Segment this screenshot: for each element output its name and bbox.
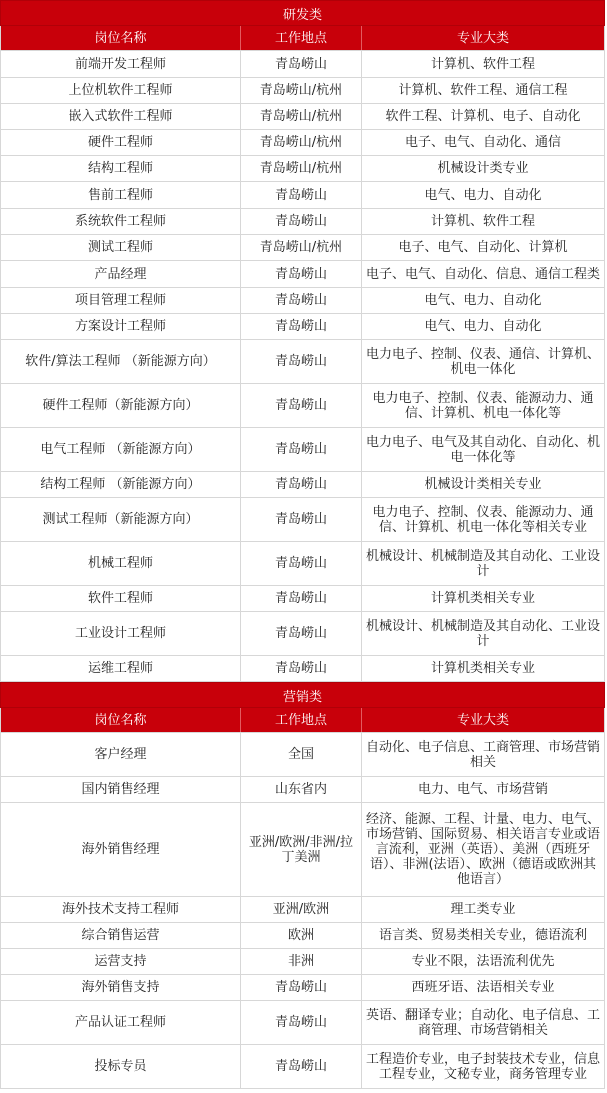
table-row [0,51,605,78]
position-cell: 电气工程师 （新能源方向） [1,428,241,471]
position-cell: 测试工程师（新能源方向） [1,498,241,541]
table-row [0,261,605,288]
major-cell: 西班牙语、法语相关专业 [411,980,555,995]
table-row [0,314,605,340]
location-cell: 青岛崂山 [241,261,362,287]
major-cell: 机械设计类相关专业 [424,477,542,492]
major-cell: 电气、电力、自动化 [424,293,542,308]
table-row [0,897,605,923]
header-location: 工作地点 [241,708,362,732]
major-cell: 电力电子、电气及其自动化、自动化、机电一体化等 [365,434,600,465]
major-cell: 电力电子、控制、仪表、通信、计算机、机电一体化 [365,346,600,377]
location-cell: 青岛崂山/杭州 [241,78,362,103]
major-cell: 机械设计、机械制造及其自动化、工业设计 [365,618,600,649]
major-cell: 计算机、软件工程、通信工程 [398,83,568,98]
position-cell: 运营支持 [1,949,241,974]
position-cell: 方案设计工程师 [1,314,241,339]
major-cell: 计算机、软件工程 [430,214,535,229]
table-row [0,384,605,428]
header-position: 岗位名称 [1,26,241,50]
table-row [0,542,605,586]
location-cell: 青岛崂山 [241,1001,362,1044]
position-cell: 产品认证工程师 [1,1001,241,1044]
table-row [0,733,605,777]
location-cell: 青岛崂山 [241,428,362,471]
major-cell: 理工类专业 [450,902,516,917]
position-cell: 海外技术支持工程师 [1,897,241,922]
position-cell: 工业设计工程师 [1,612,241,655]
location-cell: 青岛崂山 [241,384,362,427]
position-cell: 硬件工程师 [1,130,241,155]
major-cell: 电子、电气、自动化、通信 [404,135,561,150]
location-cell: 欧洲 [241,923,362,948]
table-row [0,182,605,209]
major-cell: 电力、电气、市场营销 [417,782,548,797]
position-cell: 海外销售经理 [1,803,241,896]
major-cell: 电气、电力、自动化 [424,187,542,203]
position-cell: 项目管理工程师 [1,288,241,313]
position-cell: 客户经理 [1,733,241,776]
location-cell: 青岛崂山 [241,542,362,585]
location-cell: 青岛崂山/杭州 [241,235,362,260]
position-cell: 国内销售经理 [1,777,241,802]
position-cell: 硬件工程师（新能源方向） [1,384,241,427]
location-cell: 青岛崂山 [241,472,362,497]
location-cell: 青岛崂山 [241,586,362,611]
table-row [0,949,605,975]
table-row [0,586,605,612]
position-cell: 测试工程师 [1,235,241,260]
major-cell: 专业不限，法语流利优先 [411,954,555,969]
position-cell: 软件工程师 [1,586,241,611]
table-header-row [0,26,605,51]
location-cell: 青岛崂山/杭州 [241,156,362,181]
table-row [0,803,605,897]
major-cell: 电力电子、控制、仪表、能源动力、通信、计算机、机电一体化等相关专业 [372,504,594,535]
header-location: 工作地点 [241,26,362,50]
table-row [0,78,605,104]
location-cell: 青岛崂山 [241,51,362,77]
major-cell: 工程造价专业，电子封装技术专业，信息工程专业，文秘专业，商务管理专业 [365,1051,600,1082]
location-cell: 亚洲/欧洲/非洲/拉丁美洲 [241,803,362,896]
position-cell: 软件/算法工程师 （新能源方向） [1,340,241,383]
location-cell: 青岛崂山 [241,1045,362,1088]
position-cell: 机械工程师 [1,542,241,585]
major-cell: 英语、翻译专业；自动化、电子信息、工商管理、市场营销相关 [365,1007,600,1038]
position-cell: 系统软件工程师 [1,209,241,234]
location-cell: 青岛崂山/杭州 [241,130,362,155]
position-cell: 综合销售运营 [1,923,241,948]
table-row [0,1045,605,1089]
major-cell: 机械设计、机械制造及其自动化、工业设计 [365,548,600,579]
position-cell: 结构工程师 [1,156,241,181]
major-cell: 自动化、电子信息、工商管理、市场营销相关 [365,739,600,770]
location-cell: 青岛崂山/杭州 [241,104,362,129]
section-title-rd: 研发类 [0,0,605,26]
major-cell: 电子、电气、自动化、信息、通信工程类 [365,266,600,282]
position-cell: 前端开发工程师 [1,51,241,77]
position-cell: 投标专员 [1,1045,241,1088]
location-cell: 青岛崂山 [241,182,362,208]
location-cell: 青岛崂山 [241,656,362,681]
major-cell: 软件工程、计算机、电子、自动化 [385,109,581,124]
major-cell: 电力电子、控制、仪表、能源动力、通信、计算机、机电一体化等 [372,390,594,421]
table-row [0,1001,605,1045]
location-cell: 山东省内 [241,777,362,802]
position-cell: 运维工程师 [1,656,241,681]
position-cell: 嵌入式软件工程师 [1,104,241,129]
location-cell: 青岛崂山 [241,340,362,383]
position-cell: 产品经理 [1,261,241,287]
location-cell: 全国 [241,733,362,776]
table-row [0,235,605,261]
table-row [0,656,605,682]
location-cell: 非洲 [241,949,362,974]
major-cell: 计算机类相关专业 [430,591,535,606]
major-cell: 计算机、软件工程 [430,56,535,72]
table-row [0,975,605,1001]
location-cell: 青岛崂山 [241,612,362,655]
table-row [0,156,605,182]
location-cell: 亚洲/欧洲 [241,897,362,922]
location-cell: 青岛崂山 [241,975,362,1000]
major-cell: 经济、能源、工程、计量、电力、电气、市场营销、国际贸易、相关语言专业或语言流利，亚洲（英语）、美洲（西班牙语）、非洲(法语）、欧洲（德语或欧洲其他语言） [365,812,600,887]
location-cell: 青岛崂山 [241,498,362,541]
location-cell: 青岛崂山 [241,288,362,313]
position-cell: 结构工程师 （新能源方向） [1,472,241,497]
major-cell: 机械设计类专业 [437,161,529,176]
table-header-row [0,708,605,733]
table-row [0,923,605,949]
header-position: 岗位名称 [1,708,241,732]
table-row [0,209,605,235]
table-row [0,428,605,472]
section-title-marketing: 营销类 [0,682,605,708]
major-cell: 电气、电力、自动化 [424,319,542,334]
location-cell: 青岛崂山 [241,209,362,234]
table-row [0,612,605,656]
major-cell: 语言类、贸易类相关专业，德语流利 [378,928,587,943]
table-row [0,104,605,130]
table-row [0,288,605,314]
table-row [0,498,605,542]
table-row [0,472,605,498]
header-major: 专业大类 [456,712,509,728]
position-cell: 海外销售支持 [1,975,241,1000]
table-row [0,130,605,156]
position-cell: 售前工程师 [1,182,241,208]
table-row [0,340,605,384]
header-major: 专业大类 [456,30,509,46]
table-row [0,777,605,803]
location-cell: 青岛崂山 [241,314,362,339]
position-cell: 上位机软件工程师 [1,78,241,103]
major-cell: 计算机类相关专业 [430,661,535,676]
major-cell: 电子、电气、自动化、计算机 [398,240,568,255]
